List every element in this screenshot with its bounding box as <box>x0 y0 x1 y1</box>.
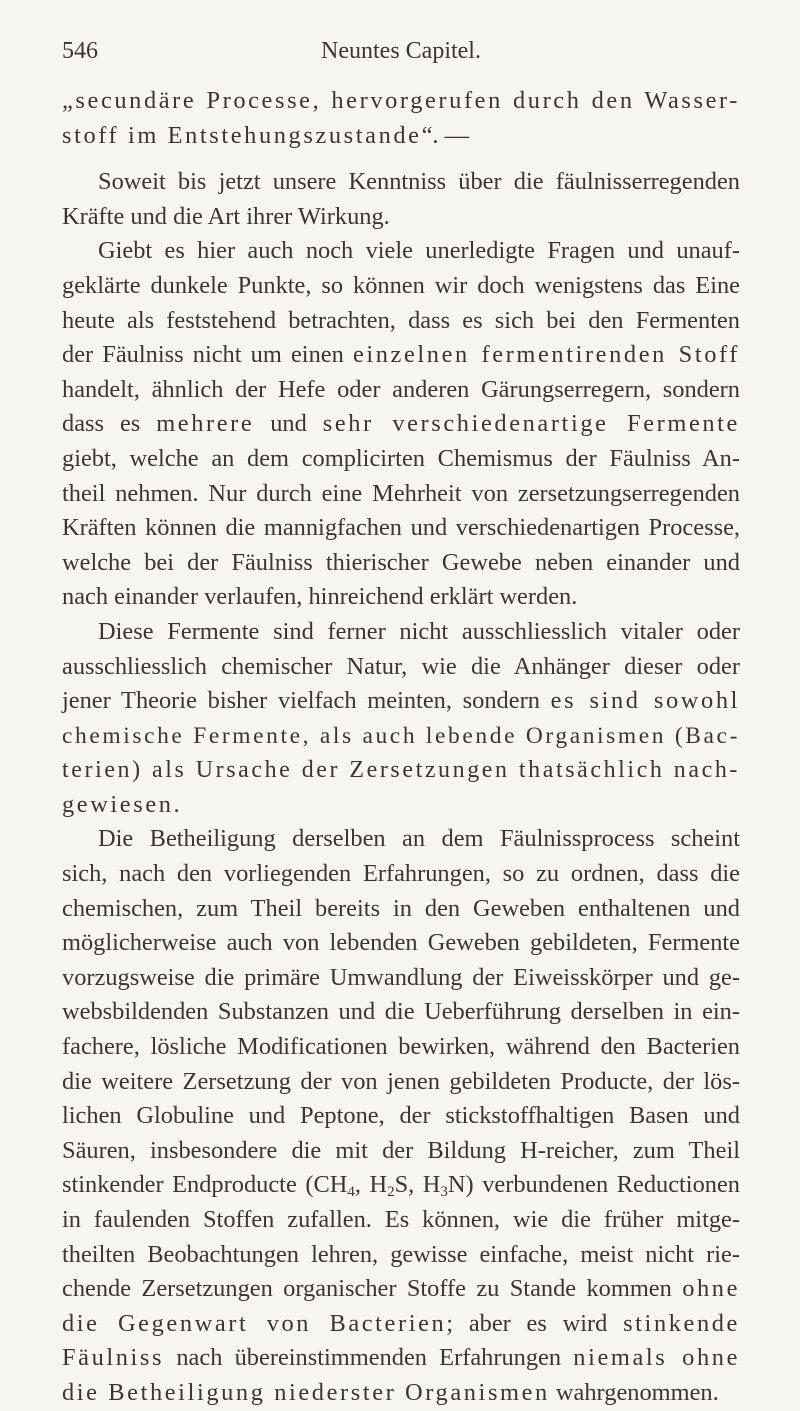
text-line: giebt, welche an dem complicirten Chemismus der Fäulniss An- <box>62 444 740 472</box>
text-line: die Betheiligung niederster Organismen wahrgenommen. <box>62 1378 719 1406</box>
text-line: in faulenden Stoffen zufallen. Es können, wie die früher mitge- <box>62 1206 740 1233</box>
page-header <box>62 38 740 70</box>
text-line: handelt, ähnlich der Hefe oder anderen Gärungserregern, sondern <box>62 375 740 403</box>
paragraph-gap <box>62 153 740 165</box>
text-line: terien) als Ursache der Zersetzungen thatsächlich nach- <box>62 757 740 784</box>
text-line: die Gegenwart von Bacterien; aber es wird stinkende <box>62 1309 740 1337</box>
text-line: „secundäre Processe, hervorgerufen durch den Wasser- <box>62 87 740 114</box>
text-line: Säuren, insbesondere die mit der Bildung H-reicher, zum Theil <box>62 1136 740 1164</box>
text-line: chemischen, zum Theil bereits in den Geweben enthaltenen und <box>62 894 740 922</box>
text-line: Die Betheiligung derselben an dem Fäulnissprocess scheint <box>98 825 740 853</box>
text-line: chende Zersetzungen organischer Stoffe zu Stande kommen ohne <box>62 1275 740 1303</box>
body-text <box>62 84 740 1411</box>
text-line: heute als feststehend betrachten, dass es sich bei den Fermenten <box>62 306 740 334</box>
text-line: welche bei der Fäulniss thierischer Gewebe neben einander und <box>62 548 740 576</box>
page-number: 546 <box>62 38 98 64</box>
text-line: websbildenden Substanzen und die Ueberführung derselben in ein- <box>62 998 740 1026</box>
text-line: ausschliesslich chemischer Natur, wie die Anhänger dieser oder <box>62 652 740 680</box>
text-line: Kräften können die mannigfachen und verschiedenartigen Processe, <box>62 514 740 542</box>
text-line: geklärte dunkele Punkte, so können wir doch wenigstens das Eine <box>62 271 740 299</box>
text-line: jener Theorie bisher vielfach meinten, sondern es sind sowohl <box>62 687 740 715</box>
running-title: Neuntes Capitel. <box>321 38 481 64</box>
text-line: fachere, lösliche Modificationen bewirken, während den Bacterien <box>62 1033 740 1061</box>
text-line: stinkender Endproducte ($CH_4$, $H_2S$, $H_3N$) verbundenen Reductionen <box>62 1171 740 1201</box>
text-line: sich, nach den vorliegenden Erfahrungen, so zu ordnen, dass die <box>62 860 740 888</box>
text-line: Diese Fermente sind ferner nicht ausschliesslich vitaler oder <box>98 617 740 645</box>
text-line: der Fäulniss nicht um einen einzelnen fermentirenden Stoff <box>62 341 740 369</box>
text-line: stoff im Entstehungszustande“. — <box>62 121 470 149</box>
text-line: Soweit bis jetzt unsere Kenntniss über die fäulnisserregenden <box>98 168 740 196</box>
text-line: theilten Beobachtungen lehren, gewisse einfache, meist nicht rie- <box>62 1240 740 1268</box>
text-line: theil nehmen. Nur durch eine Mehrheit von zersetzungserregenden <box>62 479 740 507</box>
text-line: dass es mehrere und sehr verschiedenartige Fermente <box>62 410 740 438</box>
text-line: chemische Fermente, als auch lebende Organismen (Bac- <box>62 722 740 749</box>
text-line: gewiesen. <box>62 790 183 818</box>
text-line: Kräfte und die Art ihrer Wirkung. <box>62 202 390 230</box>
text-line: die weitere Zersetzung der von jenen gebildeten Producte, der lös- <box>62 1067 740 1095</box>
text-line: vorzugsweise die primäre Umwandlung der Eiweisskörper und ge- <box>62 963 740 991</box>
text-line: Fäulniss nach übereinstimmenden Erfahrungen niemals ohne <box>62 1344 740 1372</box>
text-line: Giebt es hier auch noch viele unerledigte Fragen und unauf- <box>98 237 740 265</box>
text-line: nach einander verlaufen, hinreichend erklärt werden. <box>62 583 578 611</box>
text-line: lichen Globuline und Peptone, der stickstoffhaltigen Basen und <box>62 1102 740 1130</box>
text-line: möglicherweise auch von lebenden Geweben gebildeten, Fermente <box>62 929 740 957</box>
